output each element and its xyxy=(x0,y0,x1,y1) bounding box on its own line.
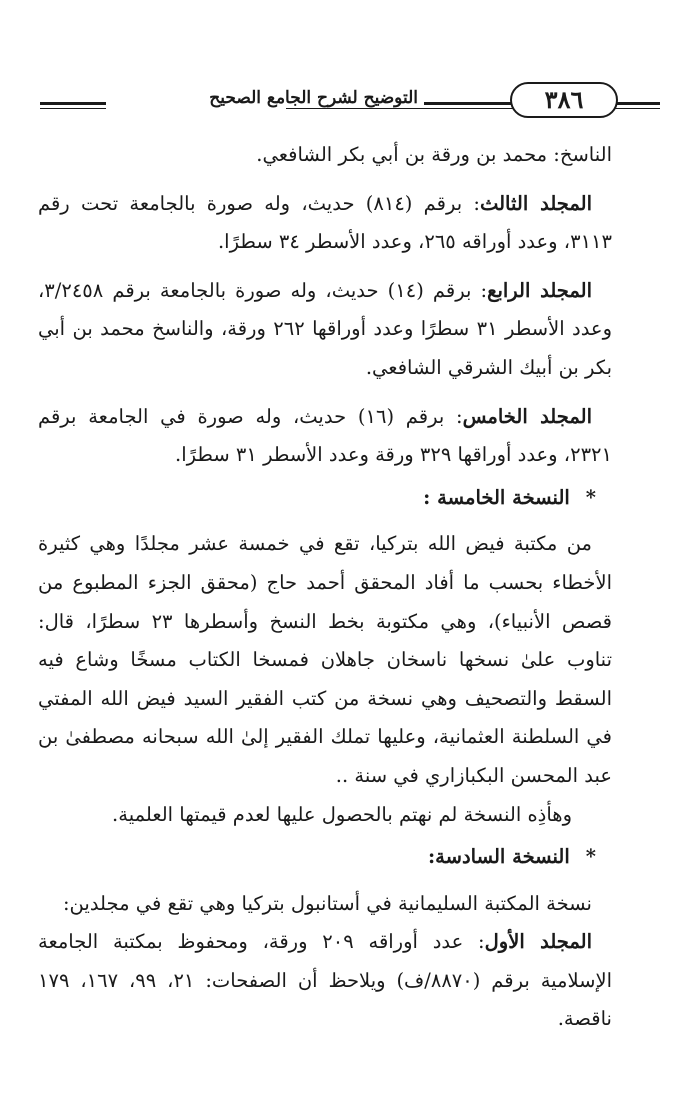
section-6-title: النسخة السادسة: xyxy=(427,845,570,869)
section-5-note: وهأذِه النسخة لم نهتم بالحصول عليها لعدم قيمتها العلمية. xyxy=(112,802,572,826)
header-rule-right xyxy=(614,102,660,105)
section-5-paragraph: من مكتبة فيض الله بتركيا، تقع في خمسة عشر مجلدًا وهي كثيرة الأخطاء بحسب ما أفاد المحقق أحمد حاج (محقق الجزء المطبوع من قصص الأنبياء)، وهي مكتوبة بخط النسخ وأسطرها ٢٣ سطرًا، قال: تناوب علىٰ نسخها ناسخان جاهلان فمسخا الكتاب مسخًا وشاع فيه السقط والتصحيف وهي نسخة من كتب الفقير السيد فيض الله المفتي في السلطنة العثمانية، وعليها تملك الفقير إلىٰ الله سبحانه مصطفىٰ بن عبد المحسن البكبازاري في سنة .. xyxy=(38,532,612,787)
volume-4-paragraph xyxy=(38,272,612,388)
volume-1-label: المجلد الأول xyxy=(484,930,593,954)
volume-4-text: : برقم (١٤) حديث، وله صورة بالجامعة برقم ٣/٢٤٥٨، وعدد الأسطر ٣١ سطرًا وعدد أوراقها ٢٦٢ ورقة، والناسخ محمد بن أبي بكر بن أبيك الشرقي الشافعي. xyxy=(38,278,612,379)
page-header xyxy=(40,78,660,122)
section-5-title: النسخة الخامسة : xyxy=(423,485,570,509)
page-body xyxy=(38,136,612,1039)
running-title: التوضيح لشرح الجامع الصحيح xyxy=(203,88,424,108)
header-rule-left xyxy=(40,102,106,105)
header-rule-right-thin xyxy=(614,108,660,109)
page-number: ٣٨٦ xyxy=(510,82,618,118)
volume-3-label: المجلد الثالث xyxy=(479,191,592,215)
volume-1-text: : عدد أوراقه ٢٠٩ ورقة، ومحفوظ بمكتبة الجامعة الإسلامية برقم (٨٨٧٠/ف) ويلاحظ أن الصفحات: ٢١، ٩٩، ١٦٧، ١٧٩ ناقصة. xyxy=(38,930,612,1031)
bullet-star-icon: * xyxy=(585,485,596,509)
volume-5-paragraph xyxy=(38,398,612,475)
header-rule-middle-thin xyxy=(286,108,522,109)
volume-3-text: : برقم (٨١٤) حديث، وله صورة بالجامعة تحت رقم ٣١١٣، وعدد أوراقه ٢٦٥، وعدد الأسطر ٣٤ سطرًا. xyxy=(38,191,612,254)
volume-1-paragraph xyxy=(38,923,612,1039)
volume-3-paragraph xyxy=(38,185,612,262)
header-rule-left-thin xyxy=(40,108,106,109)
copyist-line: الناسخ: محمد بن ورقة بن أبي بكر الشافعي. xyxy=(256,143,612,166)
volume-5-label: المجلد الخامس xyxy=(462,404,592,428)
volume-4-label: المجلد الرابع xyxy=(487,278,592,302)
section-6-intro: نسخة المكتبة السليمانية في أستانبول بتركيا وهي تقع في مجلدين: xyxy=(62,891,592,915)
section-6-heading xyxy=(38,838,612,877)
section-5-heading xyxy=(38,479,612,518)
volume-5-text: : برقم (١٦) حديث، وله صورة في الجامعة برقم ٢٣٢١، وعدد أوراقها ٣٢٩ ورقة وعدد الأسطر ٣١ سطرًا. xyxy=(38,404,612,467)
bullet-star-icon: * xyxy=(585,845,596,869)
